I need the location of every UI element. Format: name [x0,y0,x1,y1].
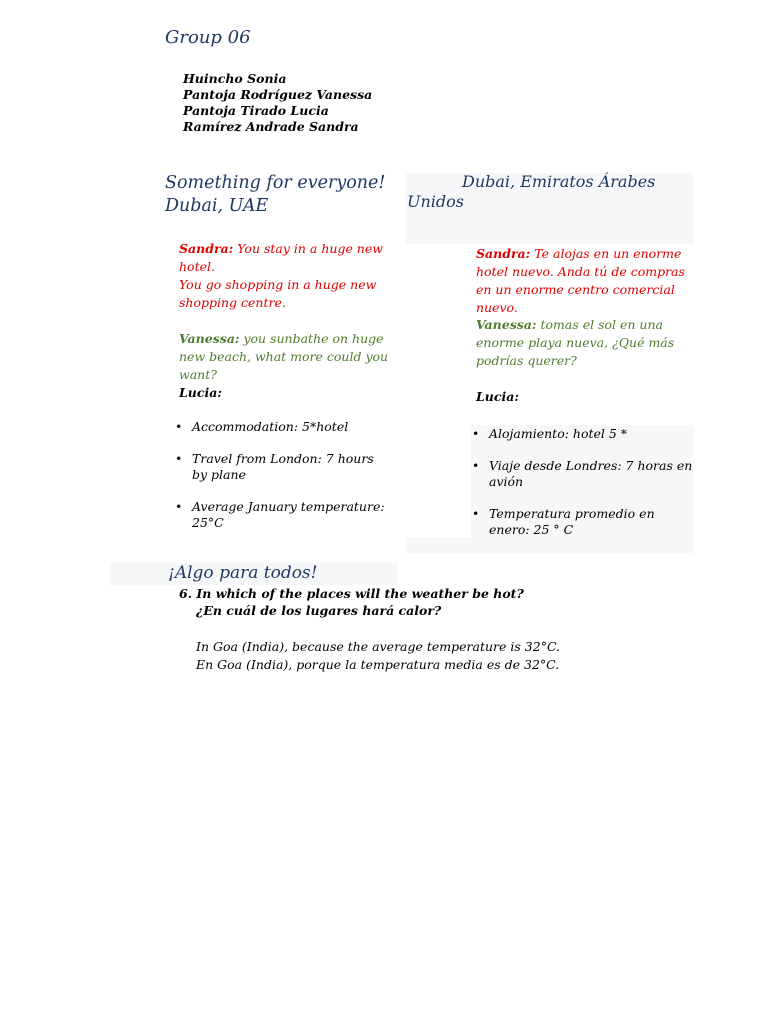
english-sandra-paragraph [179,240,404,312]
speaker-name: Sandra: [476,246,531,261]
spanish-facts-list [472,426,694,538]
sandra-text: You stay in a huge new hotel. [179,241,383,274]
spanish-title-line2: Unidos [407,192,464,211]
member-name: Pantoja Tirado Lucia [183,103,329,118]
vanessa-text: you sunbathe on huge new beach, what more could you want? [179,331,389,382]
group-title: Group 06 [165,27,251,48]
english-title-line1: Something for everyone! [165,173,386,193]
list-item: • Viaje desde Londres: 7 horas en avión [472,458,693,489]
vanessa-text: tomas el sol en una enorme playa nueva, ¿Qué más podrías querer? [476,317,675,368]
speaker-name: Vanessa: [476,317,537,332]
spanish-title-line1: Dubai, Emiratos Árabes [462,172,656,191]
english-facts-list [175,419,390,531]
speaker-name: Vanessa: [179,331,240,346]
member-list [183,71,372,135]
speaker-name: Lucia: [476,389,519,404]
list-item: • Average January temperature: 25°C [175,499,385,530]
question-en: 6. In which of the places will the weather be hot? [179,586,524,601]
member-name: Ramírez Andrade Sandra [183,119,359,134]
sandra-text: Te alojas en un enorme hotel nuevo. Anda tú de compras en un enorme centro comercial nuevo. [476,246,685,315]
english-vanessa-paragraph [179,330,404,384]
question-6 [179,585,524,619]
list-item: • Travel from London: 7 hours by plane [175,451,374,482]
list-item: • Accommodation: 5*hotel [175,419,349,434]
answer-es: En Goa (India), porque la temperatura media es de 32°C. [196,657,560,672]
member-name: Huincho Sonia [183,71,287,86]
speaker-name: Lucia: [179,385,222,400]
english-title [165,172,385,218]
spanish-sandra-paragraph [476,245,696,317]
spanish-title [407,172,694,212]
spanish-list-panel-lower [406,537,694,553]
member-name: Pantoja Rodríguez Vanessa [183,87,373,102]
bullet-icon: • [472,426,480,441]
list-item: • Temperatura promedio en enero: 25 ° C [472,506,655,537]
bullet-icon: • [472,458,480,473]
english-title-line2: Dubai, UAE [165,196,269,216]
answer [196,638,560,674]
bullet-icon: • [175,419,183,434]
bullet-icon: • [472,506,480,521]
bullet-icon: • [175,451,183,466]
list-item: • Alojamiento: hotel 5 * [472,426,628,441]
answer-en: In Goa (India), because the average temperature is 32°C. [196,639,561,654]
sandra-text-2: You go shopping in a huge new shopping centre. [179,277,377,310]
speaker-name: Sandra: [179,241,234,256]
algo-title: ¡Algo para todos! [168,563,318,583]
bullet-icon: • [175,499,183,514]
spanish-vanessa-paragraph [476,316,691,370]
question-es: ¿En cuál de los lugares hará calor? [196,603,442,618]
